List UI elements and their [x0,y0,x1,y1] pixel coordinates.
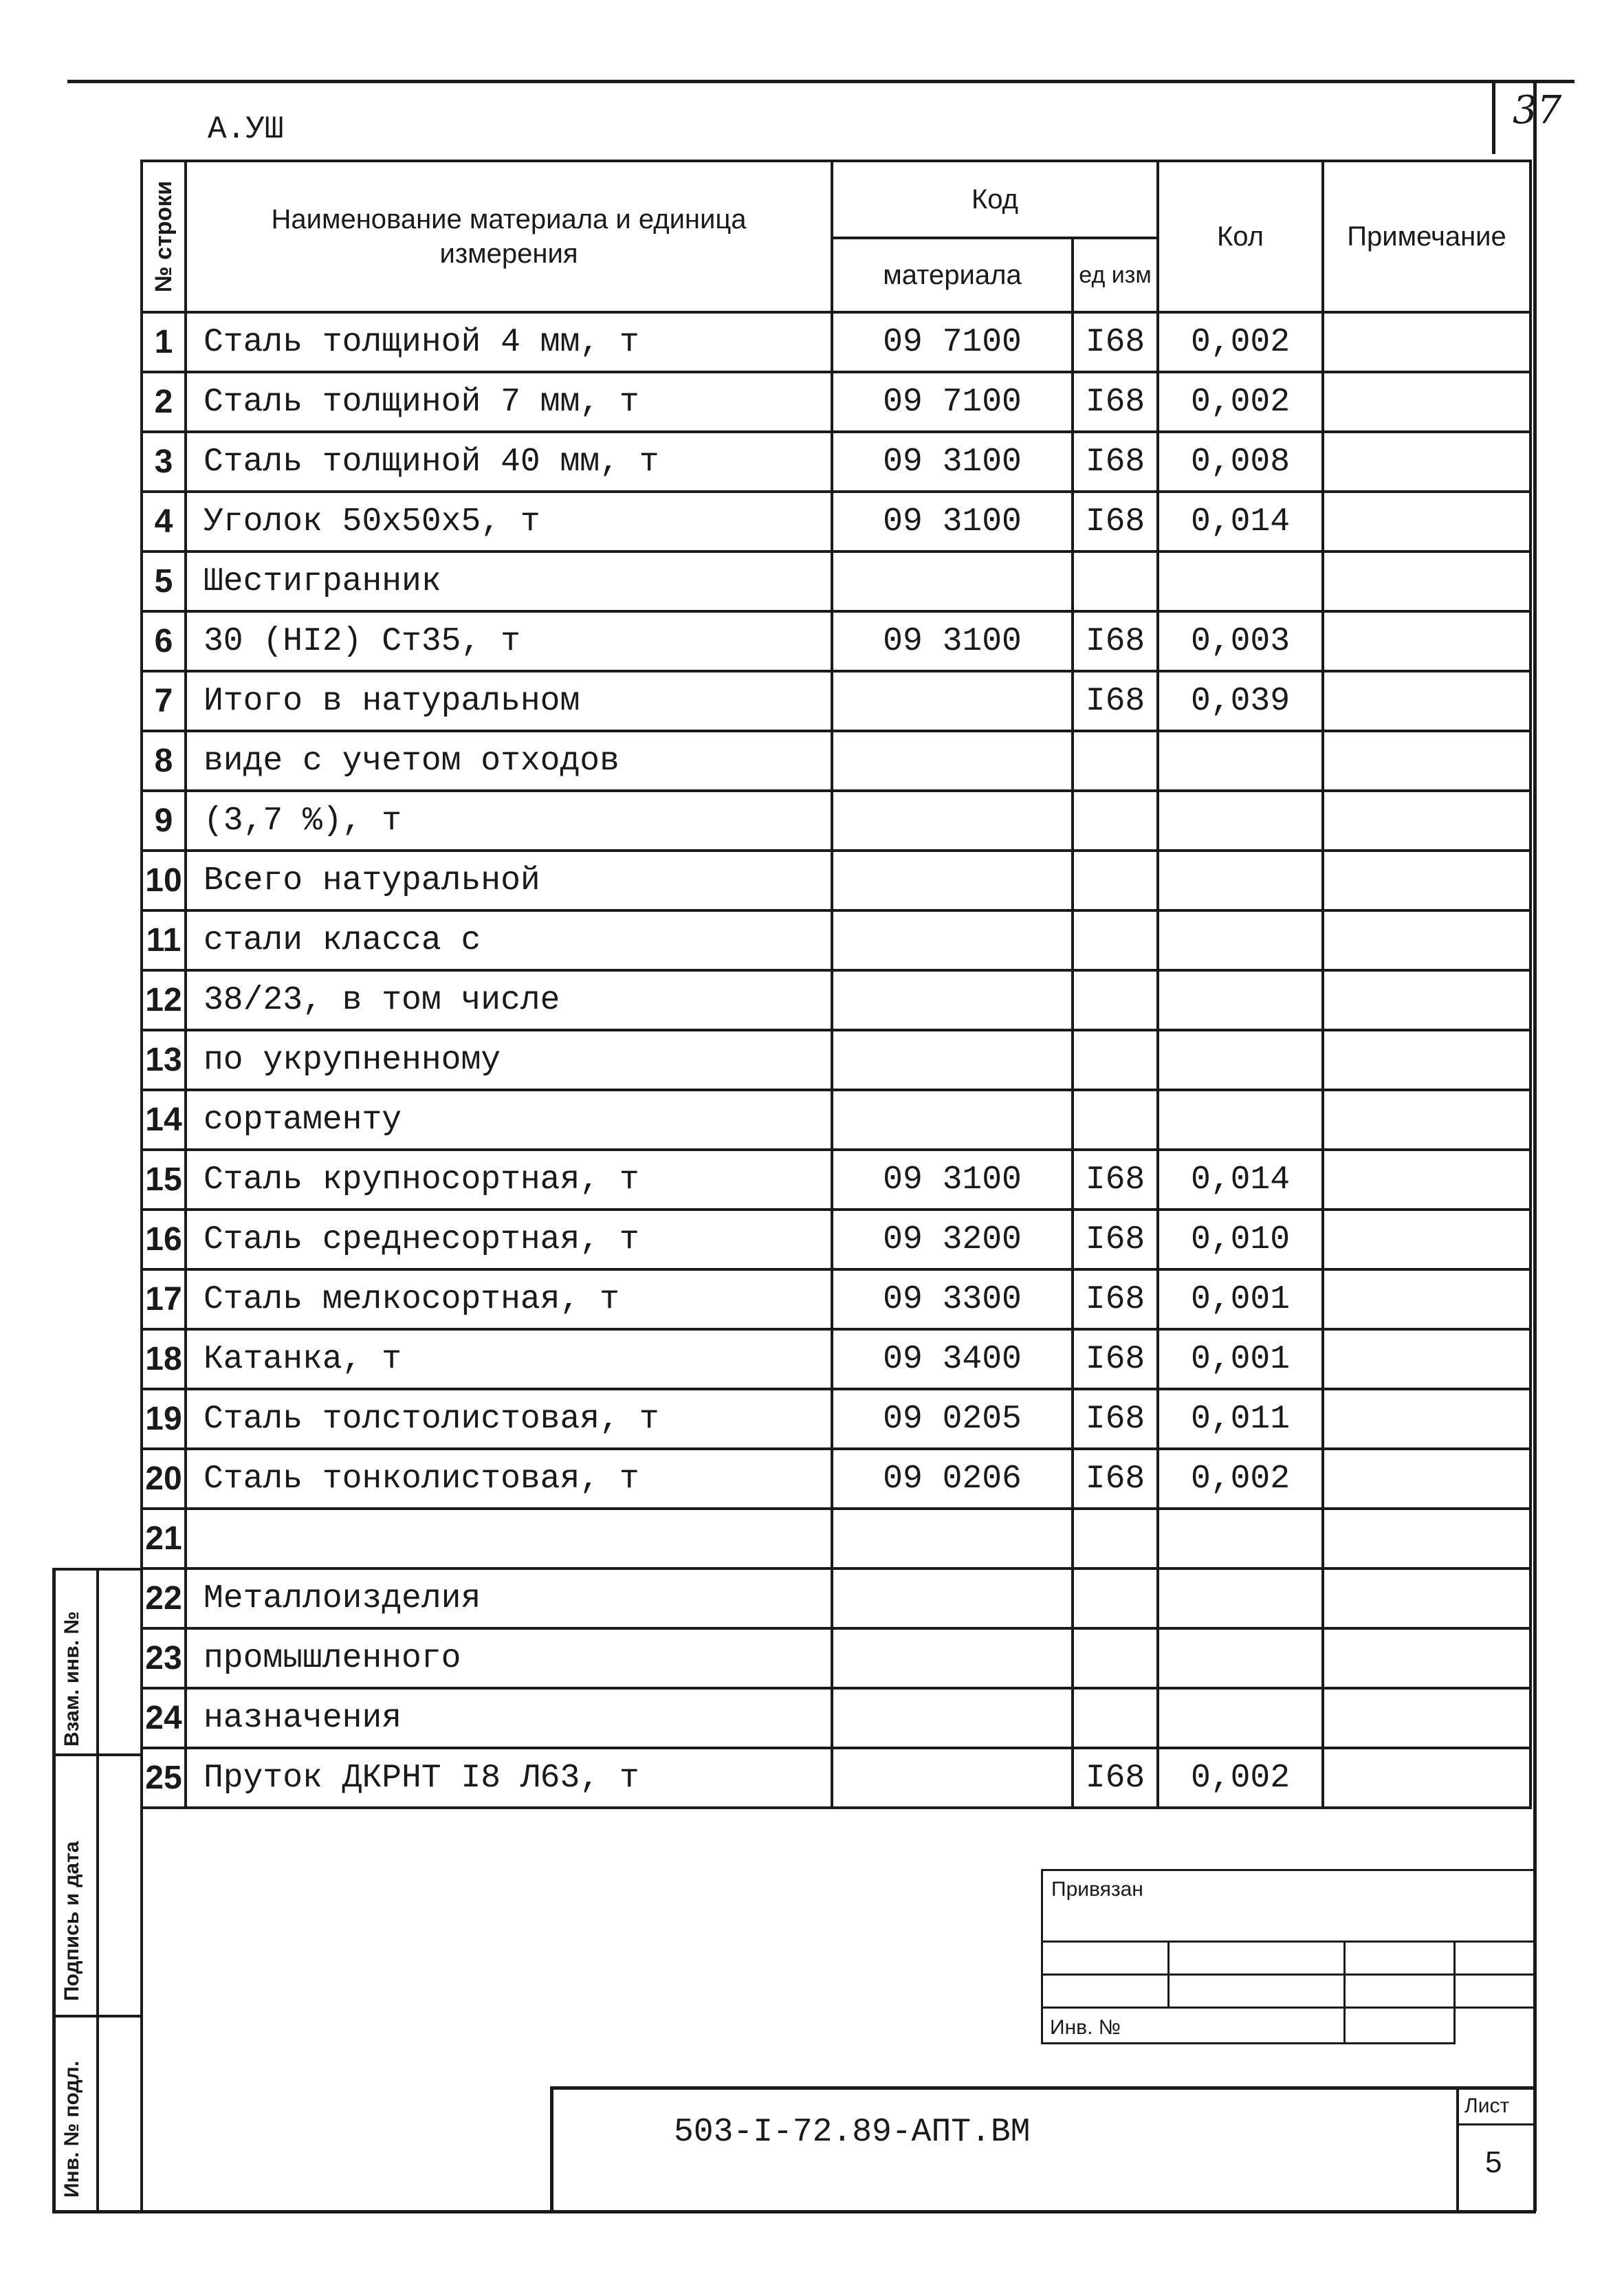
unit-code-cell [1073,551,1158,611]
note-cell [1323,372,1530,432]
unit-code-cell: I68 [1073,372,1158,432]
note-cell [1323,731,1530,791]
inv-no-label: Инв. № [1042,2008,1345,2044]
quantity-cell: 0,001 [1158,1329,1323,1389]
note-cell [1323,1210,1530,1269]
document-code: 503-I-72.89-АПТ.ВМ [674,2114,1031,2151]
note-cell [1323,791,1530,851]
note-cell [1323,492,1530,551]
sheet-cell-left [1456,2086,1459,2213]
title-block-left [550,2086,553,2213]
note-cell [1323,1150,1530,1210]
header-row-number: № строки [142,161,186,312]
row-number-cell: 4 [142,492,186,551]
table-row [142,1509,1530,1568]
row-number-cell: 18 [142,1329,186,1389]
quantity-cell [1158,851,1323,910]
row-number-cell: 22 [142,1568,186,1628]
material-code-cell: 09 3100 [832,492,1073,551]
material-code-cell: 09 0206 [832,1449,1073,1509]
specification-table [140,160,1532,1809]
sheet-value: 5 [1485,2145,1502,2179]
material-name-cell: Сталь толстолистовая, т [186,1389,832,1449]
material-name-cell: Сталь тонколистовая, т [186,1449,832,1509]
table-row [142,1269,1530,1329]
table-row [142,432,1530,492]
table-row [142,312,1530,372]
header-code: Код [832,161,1158,238]
material-name-cell: по укрупненному [186,1030,832,1090]
note-cell [1323,970,1530,1030]
note-cell [1323,1568,1530,1628]
material-name-cell: 38/23, в том числе [186,970,832,1030]
margin-strip-outer [52,1568,56,2213]
material-code-cell: 09 3100 [832,432,1073,492]
material-code-cell [832,1509,1073,1568]
table-row [142,372,1530,432]
unit-code-cell: I68 [1073,671,1158,731]
material-code-cell [832,791,1073,851]
note-cell [1323,910,1530,970]
row-number-cell: 11 [142,910,186,970]
material-code-cell: 09 3200 [832,1210,1073,1269]
row-number-cell: 3 [142,432,186,492]
unit-code-cell: I68 [1073,1210,1158,1269]
margin-strip-inner [140,1568,143,2213]
quantity-cell [1158,910,1323,970]
unit-code-cell: I68 [1073,1389,1158,1449]
material-name-cell: Всего натуральной [186,851,832,910]
quantity-cell [1158,1090,1323,1150]
unit-code-cell [1073,970,1158,1030]
material-code-cell: 09 3100 [832,1150,1073,1210]
material-code-cell: 09 3400 [832,1329,1073,1389]
row-number-cell: 15 [142,1150,186,1210]
unit-code-cell [1073,1628,1158,1688]
row-number-cell: 23 [142,1628,186,1688]
material-name-cell [186,1509,832,1568]
title-block-top [550,2086,1536,2090]
row-number-cell: 9 [142,791,186,851]
table-row [142,551,1530,611]
note-cell [1323,1030,1530,1090]
row-number-cell: 17 [142,1269,186,1329]
note-cell [1323,611,1530,671]
material-name-cell: сортаменту [186,1090,832,1150]
margin-inv-podl: Инв. № подл. [61,2060,83,2198]
quantity-cell: 0,002 [1158,1748,1323,1808]
material-name-cell: Катанка, т [186,1329,832,1389]
sheet-cell-divider [1456,2123,1536,2125]
quantity-cell: 0,002 [1158,372,1323,432]
note-cell [1323,1628,1530,1688]
quantity-cell: 0,014 [1158,492,1323,551]
material-name-cell: Уголок 50х50х5, т [186,492,832,551]
note-cell [1323,1688,1530,1748]
sheet-label: Лист [1464,2095,1510,2117]
material-name-cell: промышленного [186,1628,832,1688]
material-code-cell [832,1748,1073,1808]
note-cell [1323,1329,1530,1389]
note-cell [1323,312,1530,372]
table-row [142,1329,1530,1389]
unit-code-cell: I68 [1073,611,1158,671]
unit-code-cell [1073,1568,1158,1628]
row-number-cell: 12 [142,970,186,1030]
table-row [142,851,1530,910]
material-code-cell [832,1090,1073,1150]
quantity-cell [1158,1030,1323,1090]
table-row [142,731,1530,791]
row-number-cell: 10 [142,851,186,910]
quantity-cell: 0,002 [1158,312,1323,372]
margin-strip-mid [96,1568,99,2213]
unit-code-cell: I68 [1073,432,1158,492]
row-number-cell: 8 [142,731,186,791]
section-label: А.УШ [208,111,284,147]
note-cell [1323,851,1530,910]
quantity-cell [1158,1628,1323,1688]
quantity-cell: 0,011 [1158,1389,1323,1449]
row-number-cell: 24 [142,1688,186,1748]
binding-block [1041,1869,1537,2044]
note-cell [1323,671,1530,731]
material-name-cell: (3,7 %), т [186,791,832,851]
material-code-cell [832,910,1073,970]
note-cell [1323,1389,1530,1449]
quantity-cell: 0,010 [1158,1210,1323,1269]
quantity-cell [1158,731,1323,791]
material-code-cell [832,1030,1073,1090]
material-code-cell [832,970,1073,1030]
quantity-cell: 0,002 [1158,1449,1323,1509]
margin-vzam-inv: Взам. инв. № [61,1611,83,1747]
table-row [142,1628,1530,1688]
material-name-cell: Сталь толщиной 7 мм, т [186,372,832,432]
quantity-cell [1158,1688,1323,1748]
material-code-cell: 09 3300 [832,1269,1073,1329]
table-row [142,1090,1530,1150]
material-name-cell: Пруток ДКРНТ I8 Л63, т [186,1748,832,1808]
margin-podpis-data: Подпись и дата [61,1841,83,2001]
table-row [142,1688,1530,1748]
margin-strip-div2 [52,2015,140,2018]
note-cell [1323,432,1530,492]
unit-code-cell [1073,1090,1158,1150]
unit-code-cell: I68 [1073,1269,1158,1329]
note-cell [1323,1090,1530,1150]
unit-code-cell [1073,1030,1158,1090]
row-number-cell: 21 [142,1509,186,1568]
table-row [142,492,1530,551]
header-material-name: Наименование материала и единица измерения [186,161,832,312]
table-row [142,1449,1530,1509]
table-row [142,1389,1530,1449]
table-row [142,611,1530,671]
table-row [142,1150,1530,1210]
material-name-cell: виде с учетом отходов [186,731,832,791]
unit-code-cell [1073,910,1158,970]
quantity-cell [1158,1568,1323,1628]
table-row [142,791,1530,851]
quantity-cell: 0,001 [1158,1269,1323,1329]
table-row [142,1568,1530,1628]
material-name-cell: назначения [186,1688,832,1748]
top-frame-line [67,80,1574,83]
table-row [142,970,1530,1030]
header-quantity: Кол [1158,161,1323,312]
unit-code-cell [1073,731,1158,791]
quantity-cell [1158,970,1323,1030]
material-name-cell: Итого в натуральном [186,671,832,731]
row-number-cell: 5 [142,551,186,611]
material-code-cell: 09 7100 [832,372,1073,432]
quantity-cell [1158,791,1323,851]
quantity-cell [1158,551,1323,611]
unit-code-cell [1073,1509,1158,1568]
unit-code-cell: I68 [1073,492,1158,551]
material-name-cell: Сталь среднесортная, т [186,1210,832,1269]
table-row [142,1030,1530,1090]
row-number-cell: 6 [142,611,186,671]
table-row [142,671,1530,731]
note-cell [1323,1269,1530,1329]
quantity-cell: 0,003 [1158,611,1323,671]
row-number-cell: 14 [142,1090,186,1150]
margin-strip-bottom [52,2210,1536,2213]
header-code-material: материала [832,238,1073,312]
quantity-cell: 0,014 [1158,1150,1323,1210]
row-number-cell: 25 [142,1748,186,1808]
table-row [142,910,1530,970]
material-code-cell [832,1568,1073,1628]
table-row [142,1210,1530,1269]
quantity-cell: 0,008 [1158,432,1323,492]
row-number-cell: 20 [142,1449,186,1509]
unit-code-cell: I68 [1073,1329,1158,1389]
note-cell [1323,1748,1530,1808]
material-name-cell: Сталь крупносортная, т [186,1150,832,1210]
material-code-cell [832,671,1073,731]
header-note: Примечание [1323,161,1530,312]
table-row [142,1748,1530,1808]
material-name-cell: Металлоизделия [186,1568,832,1628]
material-name-cell: Шестигранник [186,551,832,611]
material-code-cell: 09 0205 [832,1389,1073,1449]
unit-code-cell [1073,851,1158,910]
note-cell [1323,1449,1530,1509]
material-name-cell: 30 (HI2) Ст35, т [186,611,832,671]
unit-code-cell: I68 [1073,1748,1158,1808]
unit-code-cell [1073,1688,1158,1748]
unit-code-cell [1073,791,1158,851]
unit-code-cell: I68 [1073,312,1158,372]
quantity-cell [1158,1509,1323,1568]
row-number-cell: 19 [142,1389,186,1449]
unit-code-cell: I68 [1073,1449,1158,1509]
row-number-cell: 13 [142,1030,186,1090]
unit-code-cell: I68 [1073,1150,1158,1210]
header-code-unit: ед изм [1073,238,1158,312]
sheet-corner-box-left [1492,80,1495,154]
material-code-cell [832,1688,1073,1748]
material-code-cell: 09 3100 [832,611,1073,671]
margin-strip-top [52,1568,140,1571]
material-name-cell: Сталь толщиной 4 мм, т [186,312,832,372]
material-code-cell: 09 7100 [832,312,1073,372]
margin-strip-div1 [52,1753,140,1756]
row-number-cell: 7 [142,671,186,731]
handwritten-sheet-number: 37 [1513,88,1562,133]
quantity-cell: 0,039 [1158,671,1323,731]
material-code-cell [832,1628,1073,1688]
note-cell [1323,551,1530,611]
material-name-cell: Сталь толщиной 40 мм, т [186,432,832,492]
note-cell [1323,1509,1530,1568]
privyazan-label: Привязан [1042,1870,1536,1942]
row-number-cell: 2 [142,372,186,432]
material-name-cell: стали класса с [186,910,832,970]
row-number-cell: 1 [142,312,186,372]
row-number-cell: 16 [142,1210,186,1269]
material-code-cell [832,851,1073,910]
material-code-cell [832,551,1073,611]
material-code-cell [832,731,1073,791]
material-name-cell: Сталь мелкосортная, т [186,1269,832,1329]
